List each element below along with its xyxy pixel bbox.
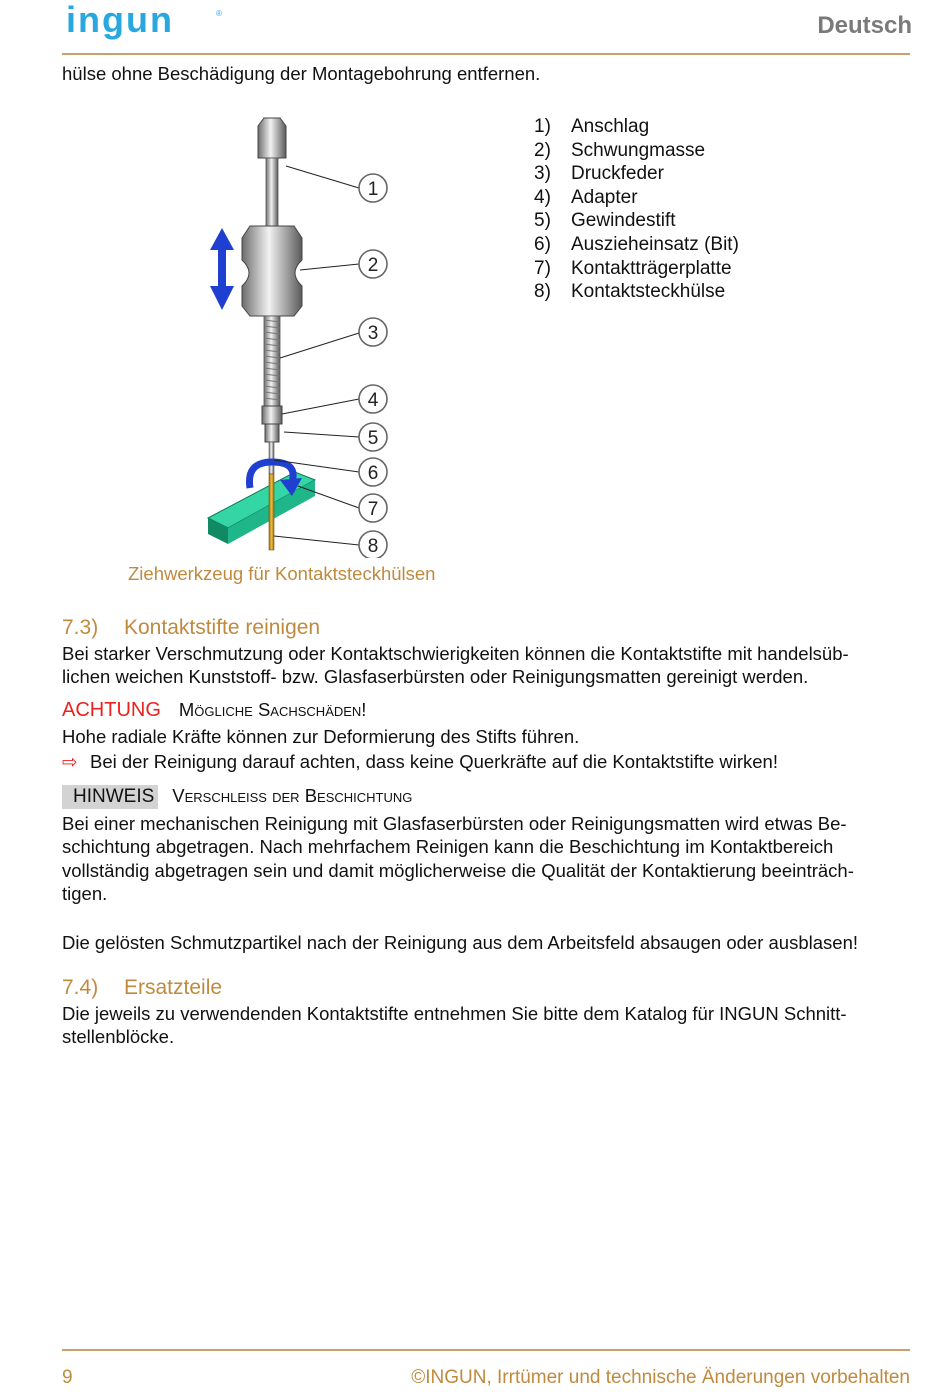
callout-2 bbox=[359, 250, 387, 278]
pulling-tool-figure bbox=[180, 108, 430, 558]
callout-7 bbox=[359, 494, 387, 522]
svg-text:6: 6 bbox=[367, 463, 379, 484]
note-title: Verschleiss der Beschichtung bbox=[172, 785, 413, 806]
note-line-1: Bei einer mechanischen Reinigung mit Glasfaserbürsten oder Reinigungsmatten wird etwas Be- bbox=[62, 813, 847, 834]
warning-title: Mögliche Sachschäden! bbox=[178, 699, 367, 720]
page-number: 9 bbox=[62, 1367, 73, 1388]
figure-legend bbox=[534, 115, 739, 304]
legend-item: 1) Anschlag bbox=[534, 116, 650, 137]
section-heading-7-3: 7.3) Kontaktstifte reinigen bbox=[62, 616, 321, 639]
warning-text: Hohe radiale Kräfte können zur Deformierung des Stifts führen. bbox=[62, 726, 580, 747]
warning-header bbox=[62, 699, 366, 722]
figure-caption: Ziehwerkzeug für Kontaktsteckhülsen bbox=[128, 563, 436, 584]
header-divider bbox=[62, 53, 910, 55]
svg-text:®: ® bbox=[216, 9, 222, 18]
callout-1 bbox=[359, 174, 387, 202]
warning-action: ⇨ Bei der Reinigung darauf achten, dass keine Querkräfte auf die Kontaktstifte wirken! bbox=[62, 751, 778, 772]
warning-label: ACHTUNG bbox=[62, 699, 161, 721]
intro-text: hülse ohne Beschädigung der Montagebohrung entfernen. bbox=[62, 63, 541, 84]
callout-8 bbox=[359, 531, 387, 558]
note-line-3: vollständig abgetragen sein und damit möglicherweise die Qualität der Kontaktierung beeinträch- bbox=[62, 860, 854, 881]
svg-text:7: 7 bbox=[367, 499, 379, 520]
svg-text:2: 2 bbox=[367, 255, 379, 276]
svg-text:8: 8 bbox=[367, 536, 379, 557]
svg-text:4: 4 bbox=[367, 390, 379, 411]
legend-item: 4) Adapter bbox=[534, 186, 638, 208]
note-line-2: schichtung abgetragen. Nach mehrfachem Reinigen kann die Beschichtung im Kontaktbereich bbox=[62, 836, 834, 857]
section-heading-7-4: 7.4) Ersatzteile bbox=[62, 976, 223, 999]
footer-divider bbox=[62, 1349, 910, 1351]
svg-text:ingun: ingun bbox=[66, 4, 174, 40]
note-label: HINWEIS bbox=[62, 785, 158, 809]
callout-4 bbox=[359, 385, 387, 413]
legend-item: 6) Auszieheinsatz (Bit) bbox=[534, 233, 739, 255]
section-7-4-body-line-1: Die jeweils zu verwendenden Kontaktstifte entnehmen Sie bitte dem Katalog für INGUN Schnitt- bbox=[62, 1003, 847, 1024]
language-label: Deutsch bbox=[817, 12, 912, 39]
svg-text:1: 1 bbox=[367, 179, 379, 200]
legend-item: 3) Druckfeder bbox=[534, 163, 664, 185]
section-7-3-closing: Die gelösten Schmutzpartikel nach der Reinigung aus dem Arbeitsfeld absaugen oder ausblasen! bbox=[62, 932, 858, 953]
section-7-3-body-line-1: Bei starker Verschmutzung oder Kontaktschwierigkeiten können die Kontaktstifte mit handelsüb- bbox=[62, 643, 849, 664]
callout-6 bbox=[359, 458, 387, 486]
callout-5 bbox=[359, 423, 387, 451]
arrow-right-icon: ⇨ bbox=[62, 751, 78, 772]
svg-text:5: 5 bbox=[367, 428, 379, 449]
legend-item: 5) Gewindestift bbox=[534, 210, 676, 232]
legend-item: 2) Schwungmasse bbox=[534, 139, 706, 161]
svg-text:3: 3 bbox=[367, 323, 379, 344]
section-7-4-body-line-2: stellenblöcke. bbox=[62, 1026, 175, 1047]
note-line-4: tigen. bbox=[62, 883, 108, 904]
legend-item: 8) Kontaktsteckhülse bbox=[534, 281, 726, 303]
callout-3 bbox=[359, 318, 387, 346]
legend-item: 7) Kontaktträgerplatte bbox=[534, 257, 732, 279]
section-7-3-body-line-2: lichen weichen Kunststoff- bzw. Glasfaserbürsten oder Reinigungsmatten gereinigt werden. bbox=[62, 666, 809, 687]
ingun-logo bbox=[66, 4, 226, 46]
copyright-text: ©INGUN, Irrtümer und technische Änderungen vorbehalten bbox=[411, 1367, 910, 1388]
note-header bbox=[62, 785, 412, 809]
